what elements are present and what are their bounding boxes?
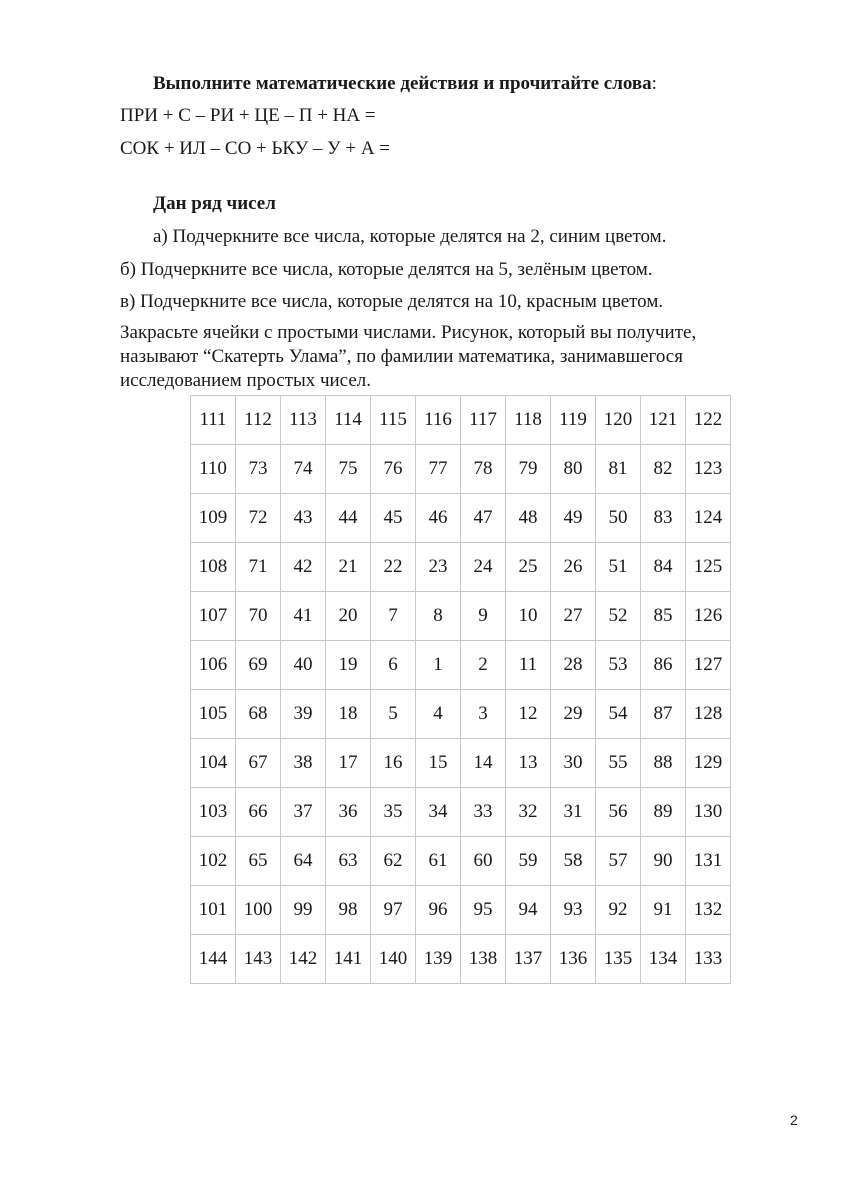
grid-cell[interactable]: 82 [641, 445, 686, 494]
grid-row [191, 886, 731, 935]
ulam-paragraph: Закрасьте ячейки с простыми числами. Рисунок, который вы получите, называют “Скатерть Улама”, по фамилии математика, занимавшегося исследованием простых чисел. [120, 322, 697, 391]
grid-cell[interactable]: 37 [281, 788, 326, 837]
grid-cell[interactable]: 56 [596, 788, 641, 837]
grid-cell[interactable]: 38 [281, 739, 326, 788]
grid-cell[interactable]: 93 [551, 886, 596, 935]
grid-cell[interactable]: 42 [281, 543, 326, 592]
grid-cell[interactable]: 79 [506, 445, 551, 494]
grid-cell[interactable]: 133 [686, 935, 731, 984]
grid-cell[interactable]: 46 [416, 494, 461, 543]
grid-cell[interactable]: 57 [596, 837, 641, 886]
grid-cell[interactable]: 43 [281, 494, 326, 543]
grid-row [191, 445, 731, 494]
grid-row [191, 543, 731, 592]
grid-cell[interactable]: 115 [371, 396, 416, 445]
grid-cell[interactable]: 13 [506, 739, 551, 788]
grid-cell[interactable]: 128 [686, 690, 731, 739]
grid-cell[interactable]: 20 [326, 592, 371, 641]
grid-cell[interactable]: 139 [416, 935, 461, 984]
grid-body [191, 396, 731, 984]
grid-cell[interactable]: 87 [641, 690, 686, 739]
grid-cell[interactable]: 51 [596, 543, 641, 592]
grid-row [191, 396, 731, 445]
grid-cell[interactable]: 110 [191, 445, 236, 494]
grid-cell[interactable]: 85 [641, 592, 686, 641]
grid-cell[interactable]: 1 [416, 641, 461, 690]
grid-cell[interactable]: 126 [686, 592, 731, 641]
grid-cell[interactable]: 70 [236, 592, 281, 641]
grid-cell[interactable]: 55 [596, 739, 641, 788]
grid-row [191, 592, 731, 641]
grid-cell[interactable]: 21 [326, 543, 371, 592]
grid-cell[interactable]: 58 [551, 837, 596, 886]
grid-cell[interactable]: 45 [371, 494, 416, 543]
grid-cell[interactable]: 138 [461, 935, 506, 984]
grid-cell[interactable]: 29 [551, 690, 596, 739]
grid-cell[interactable]: 140 [371, 935, 416, 984]
grid-cell[interactable]: 108 [191, 543, 236, 592]
grid-cell[interactable]: 15 [416, 739, 461, 788]
grid-cell[interactable]: 122 [686, 396, 731, 445]
grid-cell[interactable]: 24 [461, 543, 506, 592]
grid-cell[interactable]: 86 [641, 641, 686, 690]
grid-cell[interactable]: 88 [641, 739, 686, 788]
grid-cell[interactable]: 5 [371, 690, 416, 739]
grid-row [191, 690, 731, 739]
grid-cell[interactable]: 71 [236, 543, 281, 592]
grid-cell[interactable]: 17 [326, 739, 371, 788]
grid-cell[interactable]: 50 [596, 494, 641, 543]
grid-cell[interactable]: 112 [236, 396, 281, 445]
grid-cell[interactable]: 114 [326, 396, 371, 445]
grid-cell[interactable]: 62 [371, 837, 416, 886]
grid-cell[interactable]: 136 [551, 935, 596, 984]
grid-cell[interactable]: 59 [506, 837, 551, 886]
grid-cell[interactable]: 32 [506, 788, 551, 837]
equation-1: ПРИ + С – РИ + ЦЕ – П + НА = [120, 105, 376, 126]
task1-heading [153, 72, 657, 96]
grid-cell[interactable]: 107 [191, 592, 236, 641]
task2-item-b: б) Подчеркните все числа, которые делятся на 5, зелёным цветом. [120, 259, 653, 280]
grid-cell[interactable]: 109 [191, 494, 236, 543]
grid-cell[interactable]: 103 [191, 788, 236, 837]
grid-cell[interactable]: 19 [326, 641, 371, 690]
grid-cell[interactable]: 53 [596, 641, 641, 690]
grid-cell[interactable]: 65 [236, 837, 281, 886]
grid-cell[interactable]: 100 [236, 886, 281, 935]
grid-cell[interactable]: 16 [371, 739, 416, 788]
grid-cell[interactable]: 11 [506, 641, 551, 690]
grid-cell[interactable]: 22 [371, 543, 416, 592]
grid-cell[interactable]: 26 [551, 543, 596, 592]
grid-cell[interactable]: 77 [416, 445, 461, 494]
grid-cell[interactable]: 54 [596, 690, 641, 739]
grid-cell[interactable]: 63 [326, 837, 371, 886]
grid-cell[interactable]: 18 [326, 690, 371, 739]
grid-cell[interactable]: 130 [686, 788, 731, 837]
grid-cell[interactable]: 52 [596, 592, 641, 641]
grid-row [191, 641, 731, 690]
grid-cell[interactable]: 30 [551, 739, 596, 788]
grid-cell[interactable]: 137 [506, 935, 551, 984]
grid-cell[interactable]: 76 [371, 445, 416, 494]
grid-cell[interactable]: 92 [596, 886, 641, 935]
grid-cell[interactable]: 8 [416, 592, 461, 641]
grid-cell[interactable]: 129 [686, 739, 731, 788]
grid-cell[interactable]: 105 [191, 690, 236, 739]
grid-cell[interactable]: 36 [326, 788, 371, 837]
grid-cell[interactable]: 118 [506, 396, 551, 445]
grid-cell[interactable]: 124 [686, 494, 731, 543]
grid-cell[interactable]: 95 [461, 886, 506, 935]
grid-cell[interactable]: 14 [461, 739, 506, 788]
grid-cell[interactable]: 25 [506, 543, 551, 592]
grid-cell[interactable]: 9 [461, 592, 506, 641]
grid-cell[interactable]: 125 [686, 543, 731, 592]
grid-cell[interactable]: 89 [641, 788, 686, 837]
grid-cell[interactable]: 23 [416, 543, 461, 592]
grid-cell[interactable]: 7 [371, 592, 416, 641]
grid-cell[interactable]: 60 [461, 837, 506, 886]
grid-cell[interactable]: 49 [551, 494, 596, 543]
task1-heading-text: Выполните математические действия и прочитайте слова [153, 73, 652, 94]
grid-cell[interactable]: 68 [236, 690, 281, 739]
grid-cell[interactable]: 67 [236, 739, 281, 788]
grid-cell[interactable]: 41 [281, 592, 326, 641]
grid-cell[interactable]: 90 [641, 837, 686, 886]
grid-cell[interactable]: 6 [371, 641, 416, 690]
grid-cell[interactable]: 97 [371, 886, 416, 935]
grid-cell[interactable]: 64 [281, 837, 326, 886]
grid-cell[interactable]: 123 [686, 445, 731, 494]
grid-cell[interactable]: 31 [551, 788, 596, 837]
grid-cell[interactable]: 91 [641, 886, 686, 935]
grid-cell[interactable]: 2 [461, 641, 506, 690]
grid-cell[interactable]: 141 [326, 935, 371, 984]
grid-cell[interactable]: 27 [551, 592, 596, 641]
grid-cell[interactable]: 72 [236, 494, 281, 543]
grid-cell[interactable]: 61 [416, 837, 461, 886]
grid-cell[interactable]: 69 [236, 641, 281, 690]
grid-cell[interactable]: 116 [416, 396, 461, 445]
grid-cell[interactable]: 143 [236, 935, 281, 984]
grid-cell[interactable]: 132 [686, 886, 731, 935]
grid-cell[interactable]: 117 [461, 396, 506, 445]
grid-cell[interactable]: 127 [686, 641, 731, 690]
grid-cell[interactable]: 113 [281, 396, 326, 445]
grid-cell[interactable]: 75 [326, 445, 371, 494]
grid-row [191, 837, 731, 886]
grid-cell[interactable]: 3 [461, 690, 506, 739]
grid-cell[interactable]: 10 [506, 592, 551, 641]
grid-cell[interactable]: 83 [641, 494, 686, 543]
grid-cell[interactable]: 135 [596, 935, 641, 984]
grid-cell[interactable]: 4 [416, 690, 461, 739]
task1-heading-colon: : [651, 73, 657, 94]
grid-cell[interactable]: 81 [596, 445, 641, 494]
grid-cell[interactable]: 142 [281, 935, 326, 984]
task2-item-c: в) Подчеркните все числа, которые делятся на 10, красным цветом. [120, 291, 664, 312]
grid-cell[interactable]: 28 [551, 641, 596, 690]
grid-row [191, 935, 731, 984]
page-number: 2 [790, 1112, 798, 1128]
grid-cell[interactable]: 111 [191, 396, 236, 445]
task2-item-a: а) Подчеркните все числа, которые делятся на 2, синим цветом. [153, 226, 667, 247]
ulam-spiral-grid [190, 395, 731, 984]
task2-heading: Дан ряд чисел [153, 193, 276, 214]
grid-cell[interactable]: 144 [191, 935, 236, 984]
grid-cell[interactable]: 33 [461, 788, 506, 837]
grid-cell[interactable]: 48 [506, 494, 551, 543]
grid-cell[interactable]: 35 [371, 788, 416, 837]
grid-cell[interactable]: 98 [326, 886, 371, 935]
grid-cell[interactable]: 101 [191, 886, 236, 935]
grid-cell[interactable]: 78 [461, 445, 506, 494]
grid-cell[interactable]: 74 [281, 445, 326, 494]
grid-cell[interactable]: 34 [416, 788, 461, 837]
grid-cell[interactable]: 39 [281, 690, 326, 739]
grid-cell[interactable]: 73 [236, 445, 281, 494]
grid-row [191, 739, 731, 788]
grid-cell[interactable]: 84 [641, 543, 686, 592]
grid-row [191, 788, 731, 837]
grid-cell[interactable]: 131 [686, 837, 731, 886]
grid-cell[interactable]: 99 [281, 886, 326, 935]
grid-cell[interactable]: 120 [596, 396, 641, 445]
grid-cell[interactable]: 96 [416, 886, 461, 935]
grid-cell[interactable]: 12 [506, 690, 551, 739]
grid-cell[interactable]: 44 [326, 494, 371, 543]
grid-cell[interactable]: 102 [191, 837, 236, 886]
grid-cell[interactable]: 40 [281, 641, 326, 690]
grid-cell[interactable]: 119 [551, 396, 596, 445]
grid-cell[interactable]: 106 [191, 641, 236, 690]
grid-cell[interactable]: 94 [506, 886, 551, 935]
grid-cell[interactable]: 80 [551, 445, 596, 494]
grid-cell[interactable]: 104 [191, 739, 236, 788]
grid-cell[interactable]: 121 [641, 396, 686, 445]
equation-2: СОК + ИЛ – СО + ЬКУ – У + А = [120, 138, 391, 159]
grid-row [191, 494, 731, 543]
grid-cell[interactable]: 47 [461, 494, 506, 543]
grid-cell[interactable]: 66 [236, 788, 281, 837]
grid-cell[interactable]: 134 [641, 935, 686, 984]
